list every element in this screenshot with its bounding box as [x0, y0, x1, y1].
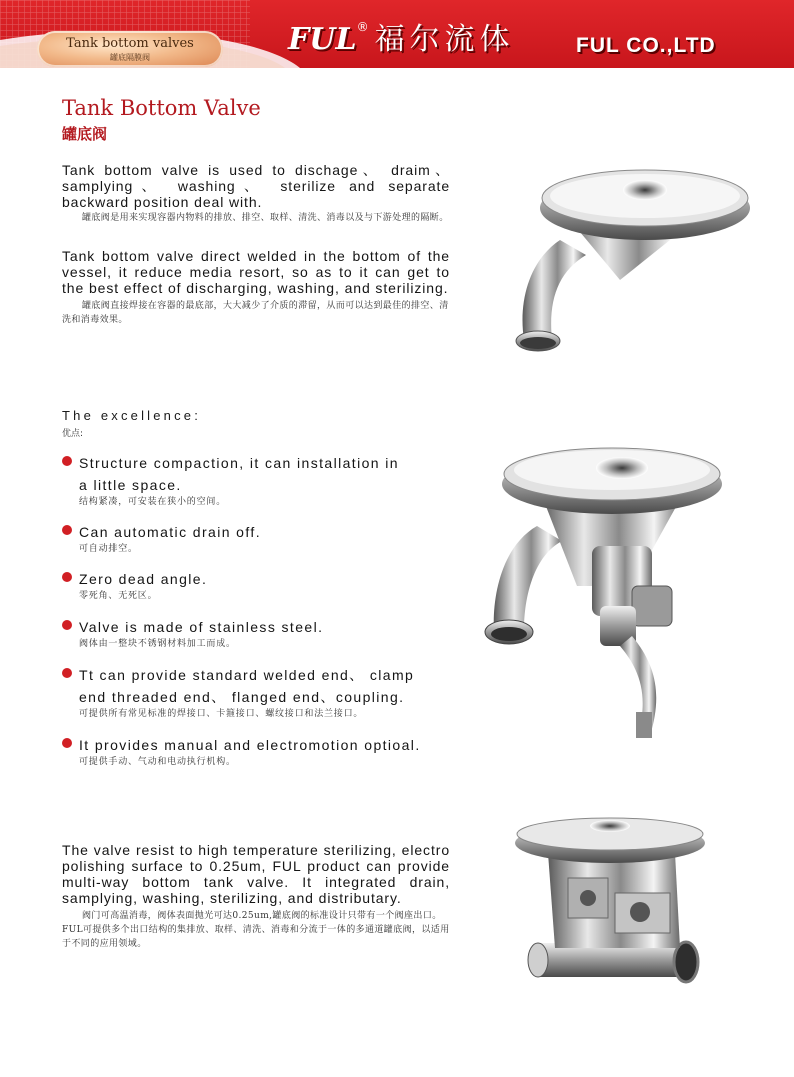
valve-with-handle-photo: [482, 436, 732, 746]
bullet-dot: [62, 738, 72, 748]
intro-paragraph-2-en: Tank bottom valve direct welded in the bottom of the vessel, it reduce media resort, so as to it can get to the best effect of discharging, washing, and sterilizing.: [62, 248, 450, 296]
intro-paragraph-2-zh: 罐底阀直接焊接在容器的最底部，大大减少了介质的滞留，从而可以达到最佳的排空、清洗和消毒效果。: [62, 301, 449, 325]
bullet-dot: [62, 572, 72, 582]
intro-paragraph-1-en: Tank bottom valve is used to dischage、 draim、 samplying、 washing、 sterilize and separate backward position deal with.: [62, 162, 450, 210]
intro-paragraph-1-zh: 罐底阀是用来实现容器内物料的排放、排空、取样、清洗、消毒以及与下游处理的隔断。: [82, 213, 449, 223]
excellence-item: [62, 616, 462, 650]
bullet-dot: [62, 525, 72, 535]
excellence-item: [62, 734, 462, 768]
page-header: [0, 0, 794, 68]
bullet-dot: [62, 620, 72, 630]
brand-chinese: 福尔流体: [374, 22, 515, 57]
company-name: FUL CO.,LTD: [576, 34, 716, 57]
brand-logo: [288, 14, 515, 57]
tank-bottom-valve-photo: [500, 160, 760, 360]
excellence-item-en: Tt can provide standard welded end、 clamp end threaded end、 flanged end、coupling.: [79, 667, 415, 705]
page-title-zh: 罐底阀: [62, 125, 108, 143]
excellence-item-en: Valve is made of stainless steel.: [79, 619, 324, 635]
excellence-item-zh: 阀体由一整块不锈钢材料加工而成。: [79, 639, 236, 649]
multi-way-bottom-valve-photo: [510, 808, 710, 1008]
excellence-item-zh: 结构紧凑，可安装在狭小的空间。: [79, 497, 227, 507]
excellence-item-zh: 可提供手动、气动和电动执行机构。: [79, 757, 236, 767]
excellence-heading-zh: 优点:: [62, 429, 84, 439]
excellence-item-zh: 可自动排空。: [79, 544, 138, 554]
excellence-item: [62, 568, 462, 602]
page-title: Tank Bottom Valve: [62, 96, 261, 120]
closing-paragraph-zh: 阀门可高温消毒，阀体表面抛光可达0.25um,罐底阀的标准设计只带有一个阀座出口。FUL可提供多个出口结构的集排放、取样、清洗、消毒和分流于一体的多通道罐底阀，以适用于不同的应用领域。: [62, 911, 450, 949]
excellence-item-en: Structure compaction, it can installation in a little space.: [79, 455, 399, 493]
brand-ful: FUL: [288, 22, 357, 57]
section-tab-label-en: Tank bottom valves: [66, 36, 194, 51]
section-tab-label-zh: 罐底隔膜阀: [110, 53, 150, 62]
excellence-item: [62, 452, 402, 508]
excellence-item-en: It provides manual and electromotion optioal.: [79, 737, 421, 753]
excellence-item-en: Zero dead angle.: [79, 571, 208, 587]
section-tab: [37, 31, 223, 67]
excellence-item: [62, 521, 462, 555]
excellence-heading: The excellence:: [62, 408, 202, 423]
excellence-item: [62, 664, 442, 720]
excellence-item-en: Can automatic drain off.: [79, 524, 261, 540]
closing-paragraph-en: The valve resist to high temperature sterilizing, electro polishing surface to 0.25um, FUL product can provide multi-way bottom tank valve. It integrated drain, samplying, washing, sterilizing, and distributary.: [62, 842, 450, 906]
excellence-item-zh: 可提供所有常见标准的焊接口、卡箍接口、螺纹接口和法兰接口。: [79, 709, 364, 719]
bullet-dot: [62, 668, 72, 678]
bullet-dot: [62, 456, 72, 466]
excellence-item-zh: 零死角、无死区。: [79, 591, 158, 601]
brand-registered: ®: [356, 20, 369, 34]
